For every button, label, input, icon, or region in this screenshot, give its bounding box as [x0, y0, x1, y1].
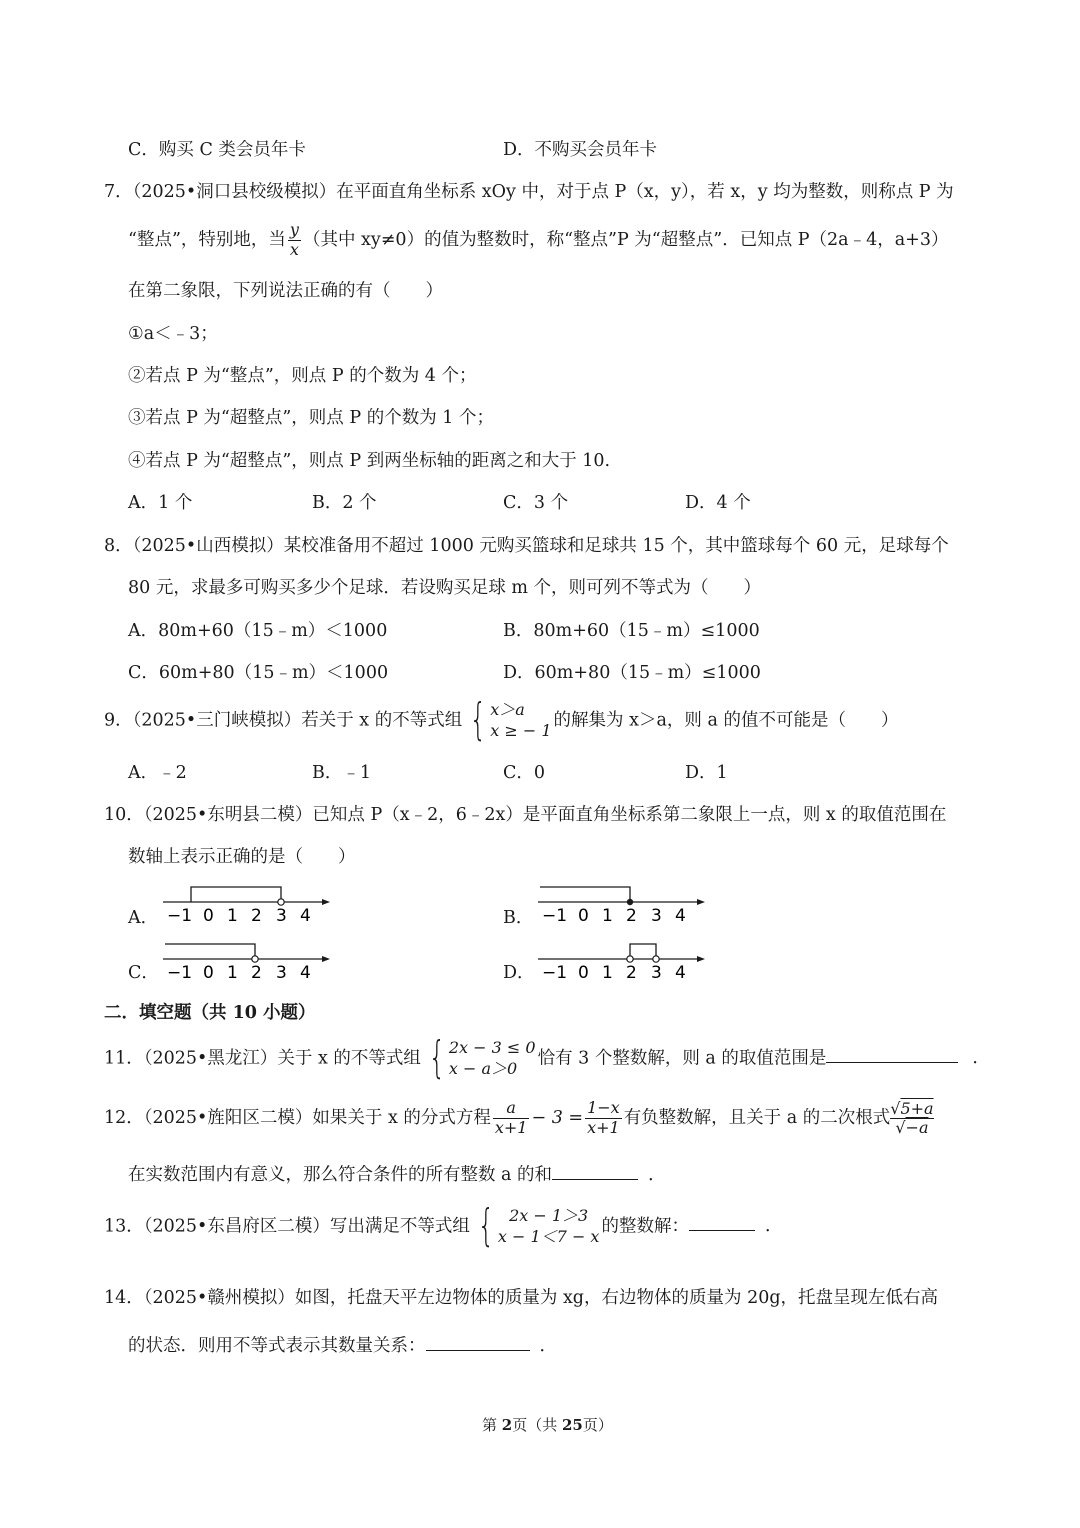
- footer-total-pages: 25: [562, 1416, 583, 1434]
- tick-label: −1: [542, 963, 568, 983]
- sqrt-icon: √: [890, 1099, 901, 1119]
- sqrt-icon: √: [895, 1117, 906, 1137]
- q10-line1: 10．（2025•东明县二模）已知点 P（x﹣2，6﹣2x）是平面直角坐标系第二象限上一点，则 x 的取值范围在: [104, 805, 947, 825]
- q9-option-b: B．﹣1: [312, 763, 371, 783]
- q11-row1: 2x − 3 ≤ 0: [448, 1038, 536, 1057]
- q13-row1: 2x − 1＞3: [509, 1206, 589, 1225]
- tick-label: 2: [626, 963, 637, 983]
- tick-label: 1: [227, 963, 238, 983]
- q9-row2: x ≥ − 1: [490, 720, 552, 740]
- q8-option-a: A．80m+60（15﹣m）＜1000: [128, 621, 388, 641]
- q7-statement-2: ②若点 P 为“整点”，则点 P 的个数为 4 个；: [128, 366, 477, 386]
- q11-row2: x − a＞0: [448, 1058, 518, 1078]
- q7-statement-1: ①a＜﹣3；: [128, 324, 218, 344]
- q9-option-a: A．﹣2: [128, 763, 187, 783]
- q12-stem: [104, 1100, 934, 1137]
- footer-post: 页）: [582, 1416, 613, 1434]
- q7-frac-den: x: [289, 239, 299, 259]
- q12-line2-text: 在实数范围内有意义，那么符合条件的所有整数 a 的和: [128, 1165, 553, 1185]
- q10-line2: 数轴上表示正确的是（ ）: [128, 847, 356, 867]
- q10-option-b-label: B．: [503, 908, 534, 928]
- q11-end: ．: [972, 1048, 990, 1069]
- q7-line2-post: （其中 xy≠0）的值为整数时，称“整点”P 为“超整点”．已知点 P（2a﹣4，a+3）: [302, 229, 949, 250]
- q13-pre: 13．（2025•东昌府区二模）写出满足不等式组: [104, 1216, 470, 1237]
- tick-label: 4: [300, 963, 311, 983]
- q12-fraction-left: [493, 1100, 530, 1137]
- q7-statement-4: ④若点 P 为“超整点”，则点 P 到两坐标轴的距离之和大于 10.: [128, 451, 611, 471]
- q13-row2: x − 1＜7 − x: [497, 1226, 600, 1246]
- tick-label: 3: [651, 963, 662, 983]
- tick-label: 3: [276, 906, 287, 926]
- tick-label: 1: [602, 906, 613, 926]
- tick-label: 0: [578, 906, 589, 926]
- q9-post: 的解集为 x＞a，则 a 的值不可能是（ ）: [553, 710, 899, 731]
- q14-end: ．: [539, 1336, 557, 1356]
- tick-label: 2: [251, 963, 262, 983]
- q11-pre: 11．（2025•黑龙江）关于 x 的不等式组: [104, 1048, 421, 1069]
- q7-line2-pre: “整点”，特别地，当: [128, 229, 286, 250]
- q9-option-d: D．1: [685, 763, 728, 783]
- q7-line1: 7．（2025•洞口县校级模拟）在平面直角坐标系 xOy 中，对于点 P（x，y），若 x，y 均为整数，则称点 P 为: [104, 182, 954, 202]
- q14-line1: 14．（2025•赣州模拟）如图，托盘天平左边物体的质量为 xg，右边物体的质量为 20g，托盘呈现左低右高: [104, 1288, 939, 1308]
- footer-pre: 第: [482, 1416, 502, 1434]
- tick-label: 2: [251, 906, 262, 926]
- q9-inequality-system: [464, 694, 552, 745]
- q12-fraction-right: [585, 1100, 622, 1137]
- answer-blank[interactable]: [689, 1213, 755, 1231]
- brace-icon: {: [469, 694, 487, 745]
- tick-label: 4: [300, 906, 311, 926]
- tick-label: 4: [675, 963, 686, 983]
- q12-post: 有负整数解，且关于 a 的二次根式: [623, 1107, 891, 1128]
- number-line-b: [530, 880, 710, 930]
- tick-label: −1: [167, 963, 193, 983]
- number-line-d: [530, 937, 710, 987]
- q13-end: ．: [764, 1216, 783, 1237]
- q12-f2-num: 1−x: [587, 1098, 620, 1117]
- q13-stem: [104, 1200, 783, 1251]
- q10-option-a-label: A．: [128, 908, 159, 928]
- q12-radical-den: −a: [905, 1117, 929, 1137]
- q7-option-d: D．4 个: [685, 493, 751, 513]
- q10-option-c-label: C．: [128, 963, 159, 983]
- q13-inequality-system: [472, 1200, 600, 1251]
- tick-label: 1: [227, 906, 238, 926]
- q12-pre: 12．（2025•旌阳区二模）如果关于 x 的分式方程: [104, 1107, 491, 1128]
- q14-line2-text: 的状态．则用不等式表示其数量关系：: [128, 1336, 426, 1356]
- tick-label: 4: [675, 906, 686, 926]
- q7-option-c: C．3 个: [503, 493, 569, 513]
- q11-inequality-system: [423, 1032, 536, 1083]
- tick-label: 3: [276, 963, 287, 983]
- answer-blank[interactable]: [826, 1045, 958, 1063]
- number-line-c: [155, 937, 335, 987]
- brace-icon: {: [477, 1200, 495, 1251]
- q8-option-d: D．60m+80（15﹣m）≤1000: [503, 663, 761, 683]
- q12-f1-den: x+1: [494, 1117, 528, 1137]
- q6-option-c: C．购买 C 类会员年卡: [128, 140, 306, 160]
- tick-label: 2: [626, 906, 637, 926]
- q11-post: 恰有 3 个整数解，则 a 的取值范围是: [537, 1048, 827, 1069]
- footer-mid: 页（共: [512, 1416, 562, 1434]
- q12-mid: − 3 =: [531, 1107, 584, 1128]
- q12-end: ．: [648, 1165, 666, 1185]
- q8-line1: 8．（2025•山西模拟）某校准备用不超过 1000 元购买篮球和足球共 15 个，其中篮球每个 60 元，足球每个: [104, 536, 949, 556]
- tick-label: 1: [602, 963, 613, 983]
- q9-row1: x＞a: [490, 700, 525, 719]
- tick-label: 3: [651, 906, 662, 926]
- number-line-a: [155, 880, 335, 930]
- q12-radical-num: 5+a: [900, 1099, 934, 1119]
- q7-option-b: B．2 个: [312, 493, 377, 513]
- q10-option-d-label: D．: [503, 963, 535, 983]
- q12-f2-den: x+1: [587, 1117, 620, 1137]
- q7-option-a: A．1 个: [128, 493, 193, 513]
- q6-option-d: D．不购买会员年卡: [503, 140, 658, 160]
- q12-line2: [128, 1162, 666, 1185]
- q7-line2: [128, 222, 948, 259]
- answer-blank[interactable]: [552, 1162, 638, 1180]
- q13-post: 的整数解：: [601, 1216, 689, 1237]
- tick-label: 0: [203, 906, 214, 926]
- q7-frac-num: y: [289, 220, 299, 239]
- q8-line2: 80 元，求最多可购买多少个足球．若设购买足球 m 个，则可列不等式为（ ）: [128, 578, 762, 598]
- q9-stem: [104, 694, 899, 745]
- q7-fraction-y-over-x: [288, 222, 301, 259]
- q8-option-c: C．60m+80（15﹣m）＜1000: [128, 663, 389, 683]
- q11-stem: [104, 1032, 990, 1083]
- q9-option-c: C．0: [503, 763, 546, 783]
- q7-line3: 在第二象限，下列说法正确的有（ ）: [128, 281, 443, 301]
- tick-label: −1: [167, 906, 193, 926]
- q12-f1-num: a: [493, 1100, 530, 1119]
- q8-option-b: B．80m+60（15﹣m）≤1000: [503, 621, 760, 641]
- brace-icon: {: [428, 1032, 446, 1083]
- footer-page-number: 2: [501, 1416, 513, 1434]
- q14-line2: [128, 1333, 557, 1356]
- tick-label: 0: [203, 963, 214, 983]
- section-heading-fill-in: 二．填空题（共 10 小题）: [104, 1003, 316, 1023]
- q9-pre: 9．（2025•三门峡模拟）若关于 x 的不等式组: [104, 710, 463, 731]
- q7-statement-3: ③若点 P 为“超整点”，则点 P 的个数为 1 个；: [128, 408, 494, 428]
- q12-radical-fraction: [890, 1100, 933, 1136]
- tick-label: 0: [578, 963, 589, 983]
- answer-blank[interactable]: [426, 1333, 530, 1351]
- tick-label: −1: [542, 906, 568, 926]
- page-footer: [482, 1418, 613, 1433]
